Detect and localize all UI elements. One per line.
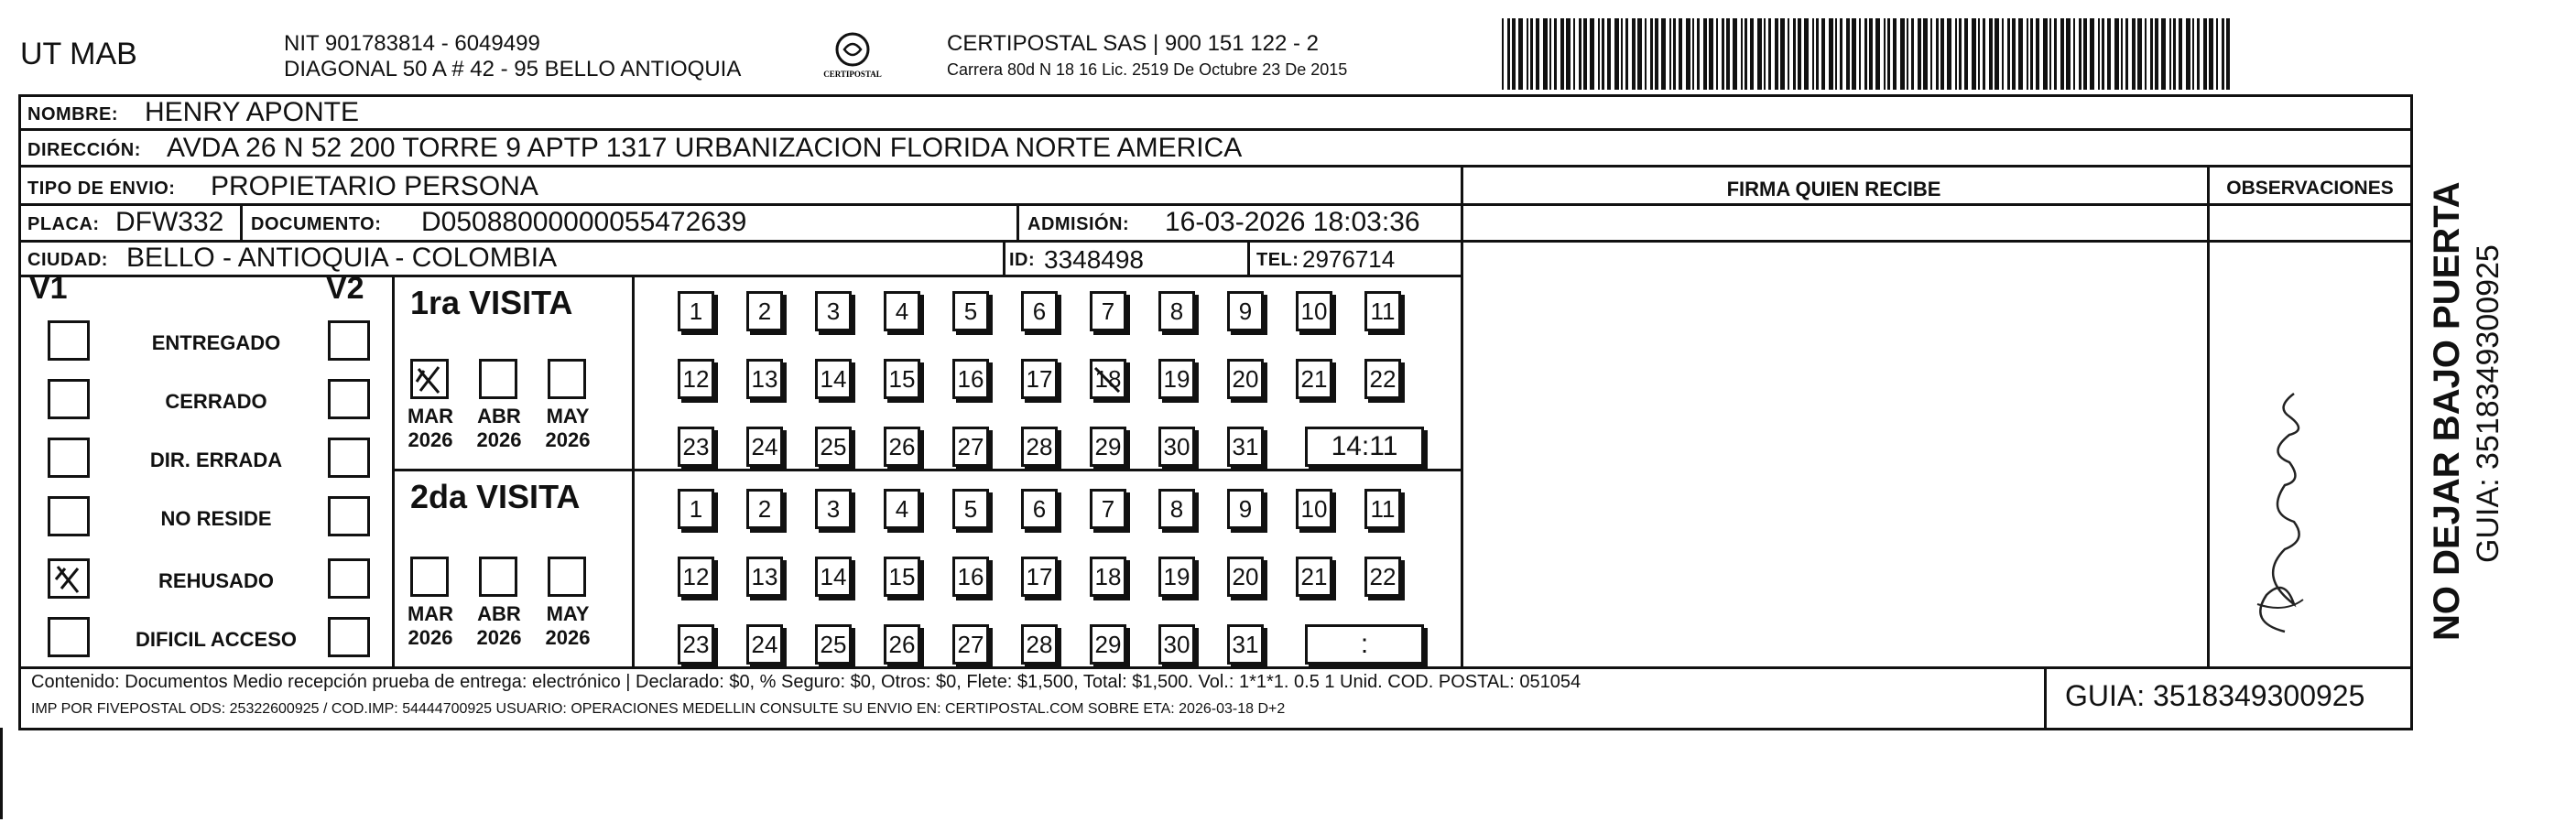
barcode-bar <box>1502 18 1504 90</box>
first-visit-day-15[interactable]: 15 <box>884 359 920 399</box>
barcode-bar <box>2083 18 2087 90</box>
second-visit-day-23[interactable]: 23 <box>678 624 714 665</box>
barcode-bar <box>1583 18 1587 90</box>
month-year: 2026 <box>545 428 591 451</box>
barcode-bar <box>1947 18 1951 90</box>
barcode-bar <box>1560 18 1564 90</box>
direccion-label: DIRECCIÓN: <box>27 140 141 160</box>
barcode-bar <box>2079 18 2081 90</box>
v1-checkbox[interactable] <box>48 438 90 478</box>
barcode-bar <box>1768 18 1771 90</box>
barcode-bar <box>1788 18 1789 90</box>
check-mark-icon <box>50 561 87 596</box>
barcode-bar <box>1764 18 1766 90</box>
nombre-label: NOMBRE: <box>27 104 119 124</box>
barcode-bar <box>1829 18 1833 90</box>
first-visit-day-25[interactable]: 25 <box>815 427 852 467</box>
sender-address: DIAGONAL 50 A # 42 - 95 BELLO ANTIOQUIA <box>284 57 742 81</box>
barcode-bar <box>1745 18 1747 90</box>
barcode-bar <box>1846 18 1850 90</box>
first-visit-day-29[interactable]: 29 <box>1090 427 1126 467</box>
second-visit-month-checkbox[interactable] <box>548 557 586 597</box>
second-visit-day-21[interactable]: 21 <box>1296 557 1332 597</box>
barcode-bar <box>1900 18 1905 90</box>
firma-label: FIRMA QUIEN RECIBE <box>1726 178 1941 200</box>
barcode-bar <box>1940 18 1944 90</box>
month-year: 2026 <box>476 428 522 451</box>
barcode-bar <box>1994 18 1999 90</box>
barcode-bar <box>2132 18 2136 90</box>
barcode-bar <box>2049 18 2051 90</box>
second-visit-day-3[interactable]: 3 <box>815 489 852 529</box>
barcode-bar <box>1859 18 1861 90</box>
barcode-bar <box>2173 18 2176 90</box>
barcode-bar <box>2043 18 2048 90</box>
barcode-bar <box>1835 18 1837 90</box>
first-visit-day-3[interactable]: 3 <box>815 291 852 331</box>
v1-label: V1 <box>29 271 68 306</box>
barcode-bar <box>1780 18 1785 90</box>
placa-label: PLACA: <box>27 214 100 234</box>
first-visit-day-31[interactable]: 31 <box>1227 427 1264 467</box>
barcode-bar <box>1536 18 1539 90</box>
barcode-bar <box>2197 18 2200 90</box>
direccion-value: AVDA 26 N 52 200 TORRE 9 APTP 1317 URBANIZACION FLORIDA NORTE AMERICA <box>167 133 1243 163</box>
barcode-bar <box>1518 18 1523 90</box>
first-visit-day-6[interactable]: 6 <box>1021 291 1058 331</box>
barcode-bar <box>1911 18 1914 90</box>
barcode-bar <box>2002 18 2004 90</box>
barcode-bar <box>1930 18 1932 90</box>
barcode-bar <box>2107 18 2111 90</box>
barcode-bar <box>1852 18 1856 90</box>
second-visit-day-27[interactable]: 27 <box>952 624 989 665</box>
v2-label: V2 <box>326 271 364 306</box>
barcode-bar <box>1741 18 1743 90</box>
footer-contents: Contenido: Documentos Medio recepción prueba de entrega: electrónico | Declarado: $0, % Seguro: $0, Otros: $0, Flete: $1,500, Total: $1,500. Vol.: 1*1*1. 0.5 1 Unid. COD. POSTAL: 051054 <box>31 672 1581 692</box>
barcode-bar <box>2216 18 2218 90</box>
first-visit-time-field[interactable]: 14:11 <box>1305 427 1424 467</box>
barcode-bar <box>1549 18 1551 90</box>
barcode-bar <box>2222 18 2224 90</box>
barcode-bar <box>1989 18 1993 90</box>
barcode-bar <box>1655 18 1658 90</box>
second-visit-day-26[interactable]: 26 <box>884 624 920 665</box>
tel-value: 2976714 <box>1302 245 1396 273</box>
second-visit-day-22[interactable]: 22 <box>1364 557 1401 597</box>
barcode-bar <box>1959 18 1962 90</box>
v2-checkbox[interactable] <box>328 320 370 361</box>
first-visit-day-30[interactable]: 30 <box>1158 427 1195 467</box>
second-visit-title: 2da VISITA <box>410 478 581 515</box>
second-visit-day-5[interactable]: 5 <box>952 489 989 529</box>
status-label: CERRADO <box>165 390 267 413</box>
barcode-bar <box>2186 18 2190 90</box>
barcode-bar <box>1716 18 1718 90</box>
second-visit-day-6[interactable]: 6 <box>1021 489 1058 529</box>
first-visit-day-8[interactable]: 8 <box>1158 291 1195 331</box>
barcode-bar <box>1893 18 1897 90</box>
barcode-bar <box>1884 18 1886 90</box>
status-label: REHUSADO <box>158 569 274 592</box>
barcode-bar <box>2125 18 2128 90</box>
first-visit-day-11[interactable]: 11 <box>1364 291 1401 331</box>
barcode-bar <box>2209 18 2213 90</box>
month-year: 2026 <box>545 626 591 649</box>
barcode-bar <box>1869 18 1873 90</box>
barcode-bar <box>1650 18 1653 90</box>
v1-checkbox[interactable] <box>48 558 90 599</box>
barcode-bar <box>1632 18 1636 90</box>
barcode-bar <box>1918 18 1921 90</box>
first-visit-day-19[interactable]: 19 <box>1158 359 1195 399</box>
second-visit-day-19[interactable]: 19 <box>1158 557 1195 597</box>
barcode-bar <box>1679 18 1682 90</box>
barcode-bar <box>1887 18 1890 90</box>
barcode-bar <box>1625 18 1628 90</box>
barcode-bar <box>2145 18 2147 90</box>
second-visit-day-8[interactable]: 8 <box>1158 489 1195 529</box>
month-year: 2026 <box>408 428 453 451</box>
v2-checkbox[interactable] <box>328 496 370 536</box>
second-visit-day-15[interactable]: 15 <box>884 557 920 597</box>
barcode-bar <box>2114 18 2119 90</box>
admision-value: 16-03-2026 18:03:36 <box>1165 207 1420 237</box>
barcode-bar <box>2012 18 2016 90</box>
first-visit-month-checkbox[interactable] <box>548 359 586 399</box>
v2-checkbox[interactable] <box>328 617 370 657</box>
month-year: 2026 <box>408 626 453 649</box>
check-mark-icon <box>413 362 446 396</box>
second-visit-day-14[interactable]: 14 <box>815 557 852 597</box>
barcode-bar <box>2169 18 2171 90</box>
first-visit-day-24[interactable]: 24 <box>746 427 783 467</box>
first-visit-day-2[interactable]: 2 <box>746 291 783 331</box>
barcode-bar <box>1637 18 1642 90</box>
first-visit-day-23[interactable]: 23 <box>678 427 714 467</box>
first-visit-day-13[interactable]: 13 <box>746 359 783 399</box>
barcode-bar <box>1573 18 1575 90</box>
barcode-bar <box>1804 18 1809 90</box>
month-name: ABR <box>477 602 521 625</box>
barcode-bar <box>1686 18 1690 90</box>
day-check-mark-icon <box>1092 362 1125 400</box>
barcode-bar <box>1543 18 1548 90</box>
second-visit-day-17[interactable]: 17 <box>1021 557 1058 597</box>
first-visit-day-20[interactable]: 20 <box>1227 359 1264 399</box>
barcode-bar <box>1507 18 1510 90</box>
first-visit-month-checkbox[interactable] <box>479 359 517 399</box>
first-visit-day-18[interactable]: 18 <box>1090 359 1126 399</box>
barcode-bar <box>1614 18 1619 90</box>
logo-text: CERTIPOSTAL <box>823 70 882 79</box>
month-name: MAR <box>407 405 454 427</box>
barcode-bar <box>1750 18 1754 90</box>
barcode-bar <box>2150 18 2153 90</box>
second-visit-month-checkbox[interactable] <box>410 557 449 597</box>
second-visit-month-label <box>401 602 460 650</box>
admision-label: ADMISIÓN: <box>1027 214 1130 234</box>
nit-text: NIT 901783814 - 6049499 <box>284 31 540 56</box>
barcode-bar <box>1726 18 1730 90</box>
first-visit-day-14[interactable]: 14 <box>815 359 852 399</box>
barcode-bar <box>1530 18 1533 90</box>
barcode-bar <box>1816 18 1819 90</box>
barcode-bar <box>1645 18 1647 90</box>
barcode-bar <box>2155 18 2158 90</box>
barcode-bar <box>1793 18 1796 90</box>
barcode-bar <box>2036 18 2039 90</box>
barcode-bar <box>2137 18 2142 90</box>
barcode-bar <box>1733 18 1737 90</box>
barcode-bar <box>1757 18 1762 90</box>
second-visit-day-16[interactable]: 16 <box>952 557 989 597</box>
second-visit-day-24[interactable]: 24 <box>746 624 783 665</box>
barcode-bar <box>2098 18 2100 90</box>
barcode <box>1502 18 2234 92</box>
barcode-bar <box>2054 18 2057 90</box>
barcode-bar <box>1923 18 1928 90</box>
observaciones-label: OBSERVACIONES <box>2226 178 2394 199</box>
barcode-bar <box>1907 18 1908 90</box>
barcode-bar <box>1554 18 1557 90</box>
bottom-margin-box <box>0 728 2418 819</box>
footer-guia: GUIA: 3518349300925 <box>2065 679 2365 712</box>
first-visit-month-checkbox[interactable] <box>410 359 449 399</box>
month-name: ABR <box>477 405 521 427</box>
barcode-bar <box>1590 18 1594 90</box>
second-visit-time-field[interactable]: : <box>1305 624 1424 665</box>
barcode-bar <box>1621 18 1623 90</box>
first-visit-month-label <box>538 405 597 452</box>
second-visit-day-25[interactable]: 25 <box>815 624 852 665</box>
barcode-bar <box>2121 18 2123 90</box>
v1-checkbox[interactable] <box>48 379 90 419</box>
barcode-bar <box>1579 18 1581 90</box>
second-visit-day-7[interactable]: 7 <box>1090 489 1126 529</box>
second-visit-day-29[interactable]: 29 <box>1090 624 1126 665</box>
second-visit-day-31[interactable]: 31 <box>1227 624 1264 665</box>
barcode-bar <box>1703 18 1707 90</box>
barcode-bar <box>2102 18 2104 90</box>
barcode-bar <box>1936 18 1939 90</box>
second-visit-day-4[interactable]: 4 <box>884 489 920 529</box>
first-visit-day-10[interactable]: 10 <box>1296 291 1332 331</box>
barcode-bar <box>1722 18 1724 90</box>
status-label: NO RESIDE <box>160 507 272 530</box>
first-visit-day-22[interactable]: 22 <box>1364 359 1401 399</box>
v1-checkbox[interactable] <box>48 496 90 536</box>
barcode-bar <box>1775 18 1778 90</box>
first-visit-day-1[interactable]: 1 <box>678 291 714 331</box>
second-visit-day-2[interactable]: 2 <box>746 489 783 529</box>
company-name: CERTIPOSTAL SAS | 900 151 122 - 2 <box>947 31 1319 56</box>
barcode-bar <box>1709 18 1713 90</box>
status-label: ENTREGADO <box>151 331 281 354</box>
month-name: MAY <box>546 405 590 427</box>
barcode-bar <box>1607 18 1611 90</box>
nombre-value: HENRY APONTE <box>145 97 359 127</box>
barcode-bar <box>1661 18 1666 90</box>
second-visit-day-13[interactable]: 13 <box>746 557 783 597</box>
tipo-envio-label: TIPO DE ENVIO: <box>27 178 176 199</box>
no-dejar-bajo-puerta: NO DEJAR BAJO PUERTA <box>2427 181 2467 641</box>
ciudad-value: BELLO - ANTIOQUIA - COLOMBIA <box>126 243 558 273</box>
barcode-bar <box>1955 18 1957 90</box>
barcode-bar <box>1527 18 1528 90</box>
barcode-bar <box>2027 18 2028 90</box>
side-guia: GUIA: 3518349300925 <box>2471 244 2505 563</box>
id-label: ID: <box>1009 250 1036 270</box>
second-visit-day-30[interactable]: 30 <box>1158 624 1195 665</box>
first-visit-day-26[interactable]: 26 <box>884 427 920 467</box>
second-visit-month-label <box>538 602 597 650</box>
barcode-bar <box>1821 18 1825 90</box>
first-visit-day-16[interactable]: 16 <box>952 359 989 399</box>
status-label: DIFICIL ACCESO <box>135 628 297 651</box>
first-visit-day-17[interactable]: 17 <box>1021 359 1058 399</box>
first-visit-day-7[interactable]: 7 <box>1090 291 1126 331</box>
first-visit-day-9[interactable]: 9 <box>1227 291 1264 331</box>
v1-checkbox[interactable] <box>48 320 90 361</box>
barcode-bar <box>1978 18 1980 90</box>
placa-value: DFW332 <box>115 207 224 237</box>
barcode-bar <box>1840 18 1842 90</box>
barcode-bar <box>1812 18 1814 90</box>
barcode-bar <box>1864 18 1867 90</box>
barcode-bar <box>2161 18 2166 90</box>
barcode-bar <box>1983 18 1985 90</box>
second-visit-day-1[interactable]: 1 <box>678 489 714 529</box>
documento-value: D05088000000055472639 <box>421 207 747 237</box>
barcode-bar <box>1692 18 1694 90</box>
barcode-bar <box>1566 18 1571 90</box>
barcode-bar <box>1602 18 1604 90</box>
barcode-bar <box>2018 18 2023 90</box>
v1-checkbox[interactable] <box>48 617 90 657</box>
barcode-bar <box>2090 18 2094 90</box>
footer-print-info: IMP POR FIVEPOSTAL ODS: 25322600925 / COD.IMP: 54444700925 USUARIO: OPERACIONES MEDELLIN CONSULTE SU ENVIO EN: CERTIPOSTAL.COM SOBRE ETA: 2026-03-18 D+2 <box>31 701 1286 717</box>
ut-label: UT MAB <box>20 37 137 71</box>
barcode-bar <box>2179 18 2182 90</box>
barcode-bar <box>1972 18 1976 90</box>
barcode-bar <box>1697 18 1700 90</box>
id-value: 3348498 <box>1044 245 1145 274</box>
status-label: DIR. ERRADA <box>149 449 283 471</box>
company-license: Carrera 80d N 18 16 Lic. 2519 De Octubre 23 De 2015 <box>947 60 1348 79</box>
ciudad-label: CIUDAD: <box>27 250 108 270</box>
first-visit-day-5[interactable]: 5 <box>952 291 989 331</box>
month-name: MAY <box>546 602 590 625</box>
first-visit-day-12[interactable]: 12 <box>678 359 714 399</box>
barcode-bar <box>2203 18 2207 90</box>
barcode-bar <box>1598 18 1600 90</box>
barcode-bar <box>2192 18 2194 90</box>
barcode-bar <box>1669 18 1671 90</box>
tipo-envio-value: PROPIETARIO PERSONA <box>211 171 538 201</box>
documento-label: DOCUMENTO: <box>251 214 382 234</box>
second-visit-day-18[interactable]: 18 <box>1090 557 1126 597</box>
month-name: MAR <box>407 602 454 625</box>
v2-checkbox[interactable] <box>328 379 370 419</box>
barcode-bar <box>2030 18 2033 90</box>
first-visit-day-28[interactable]: 28 <box>1021 427 1058 467</box>
first-visit-day-4[interactable]: 4 <box>884 291 920 331</box>
first-visit-title: 1ra VISITA <box>410 284 573 321</box>
barcode-bar <box>2073 18 2075 90</box>
barcode-bar <box>2007 18 2010 90</box>
tel-label: TEL: <box>1256 250 1299 270</box>
v2-checkbox[interactable] <box>328 438 370 478</box>
recipient-signature <box>2221 384 2331 650</box>
second-visit-day-11[interactable]: 11 <box>1364 489 1401 529</box>
first-visit-day-27[interactable]: 27 <box>952 427 989 467</box>
barcode-bar <box>2226 18 2230 90</box>
barcode-bar <box>1964 18 1968 90</box>
barcode-bar <box>2066 18 2071 90</box>
month-year: 2026 <box>476 626 522 649</box>
barcode-bar <box>1673 18 1676 90</box>
second-visit-day-10[interactable]: 10 <box>1296 489 1332 529</box>
barcode-bar <box>1875 18 1880 90</box>
first-visit-month-label <box>470 405 528 452</box>
barcode-bar <box>1798 18 1801 90</box>
certipostal-logo <box>821 31 885 82</box>
first-visit-day-21[interactable]: 21 <box>1296 359 1332 399</box>
second-visit-day-9[interactable]: 9 <box>1227 489 1264 529</box>
second-visit-day-12[interactable]: 12 <box>678 557 714 597</box>
second-visit-month-label <box>470 602 528 650</box>
second-visit-month-checkbox[interactable] <box>479 557 517 597</box>
barcode-bar <box>2060 18 2064 90</box>
second-visit-day-20[interactable]: 20 <box>1227 557 1264 597</box>
barcode-bar <box>1512 18 1516 90</box>
v2-checkbox[interactable] <box>328 558 370 599</box>
second-visit-day-28[interactable]: 28 <box>1021 624 1058 665</box>
first-visit-month-label <box>401 405 460 452</box>
